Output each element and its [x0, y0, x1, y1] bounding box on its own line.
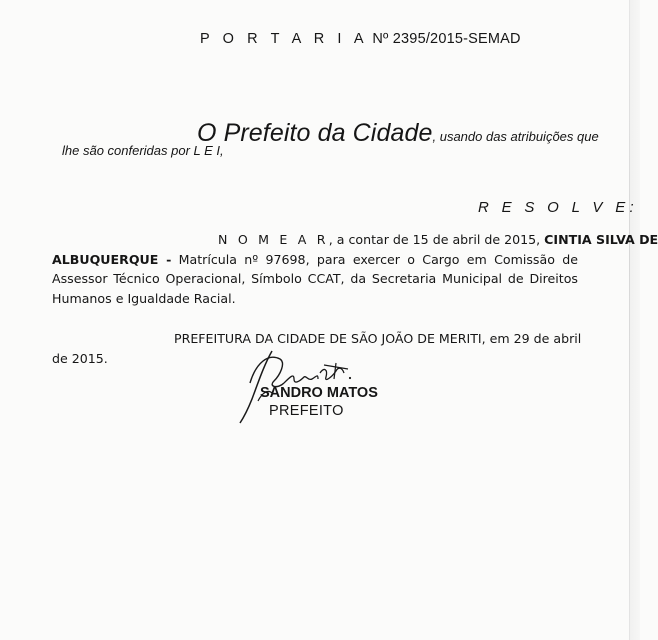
document-title [200, 31, 521, 47]
paragraph-line-2 [52, 250, 578, 270]
paragraph-line-3: Assessor Técnico Operacional, Símbolo CCAT, da Secretaria Municipal de Direitos [52, 271, 578, 286]
signatory-name: SANDRO MATOS [260, 385, 378, 401]
intro-prefeito: O Prefeito da Cidade [197, 119, 433, 147]
nominee-name-part1: CINTIA SILVA DE [544, 232, 658, 247]
paragraph-line-1 [52, 230, 658, 250]
title-number: Nº 2395/2015-SEMAD [372, 31, 521, 47]
nomination-paragraph [52, 230, 658, 308]
paragraph-line-4: Humanos e Igualdade Racial. [52, 290, 236, 306]
nominee-name-part2: ALBUQUERQUE - [52, 251, 172, 267]
signatory-role: PREFEITO [269, 403, 344, 419]
resolve-heading: R E S O L V E: [478, 199, 638, 216]
intro-line-1 [197, 119, 599, 148]
title-portaria: P O R T A R I A [200, 31, 369, 47]
date-clause: , a contar de 15 de abril de 2015, [328, 232, 541, 247]
intro-rest: , usando das atribuições que [432, 129, 599, 144]
page-edge-shadow [630, 0, 640, 640]
verb-nomear: N O M E A R [218, 232, 329, 247]
intro-line-2: lhe são conferidas por L E I, [62, 143, 224, 158]
place-line-2: de 2015. [52, 350, 108, 366]
registration-clause: Matrícula nº 97698, para exercer o Cargo em Comissão de [178, 251, 578, 267]
place-line-1: PREFEITURA DA CIDADE DE SÃO JOÃO DE MERITI, em 29 de abril [174, 331, 582, 346]
